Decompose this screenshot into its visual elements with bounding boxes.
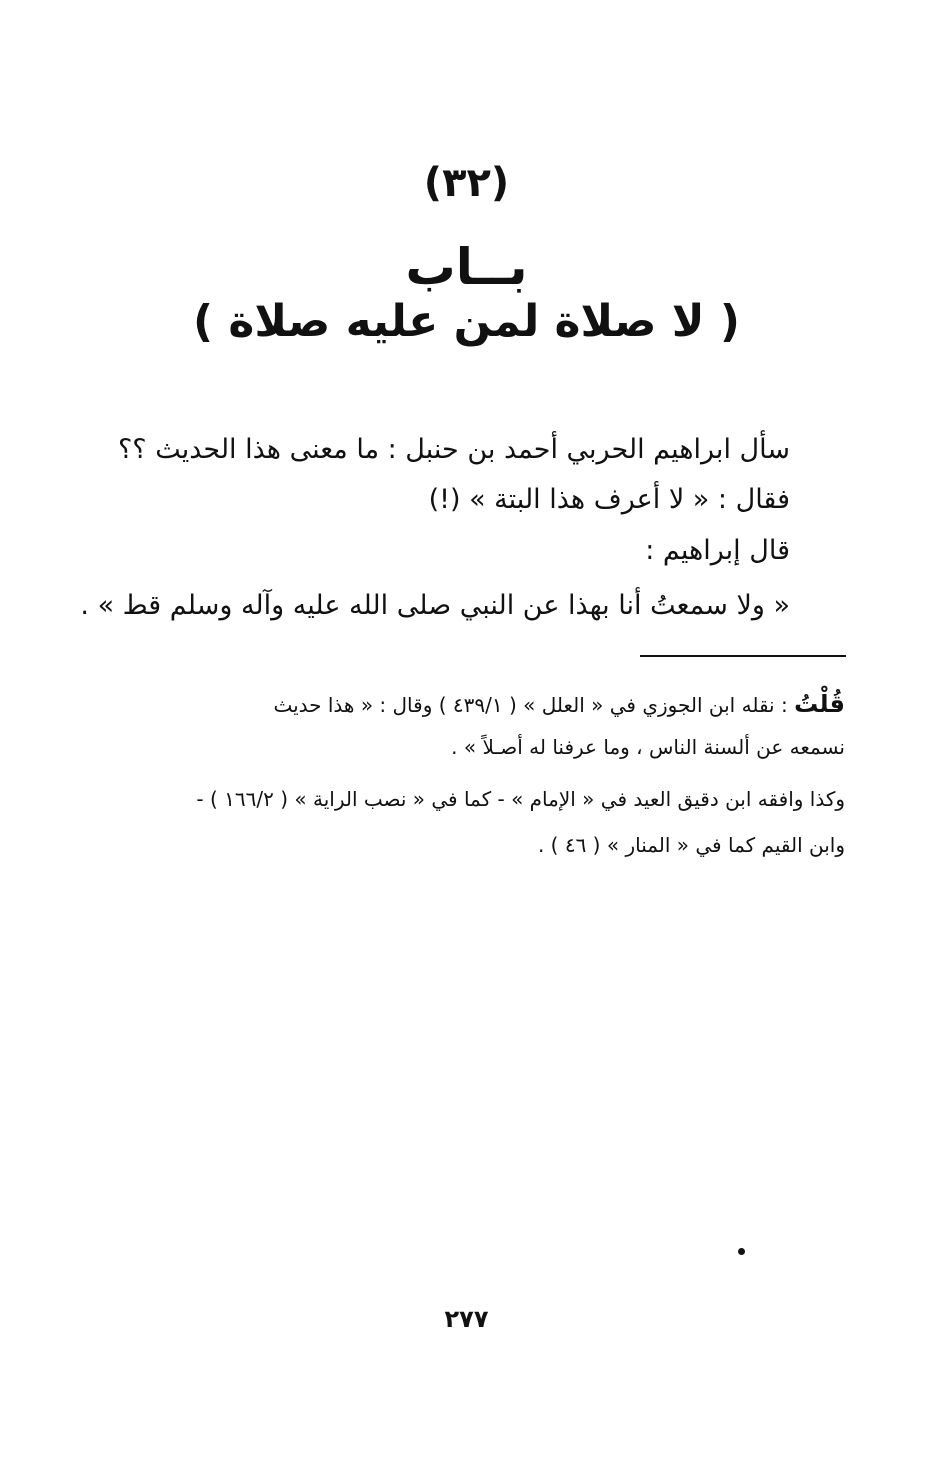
body-line-1: سأل ابراهيم الحربي أحمد بن حنبل : ما معنى هذا الحديث ؟؟ (117, 434, 790, 465)
footnote-divider (640, 655, 846, 657)
chapter-number: (٣٢) (423, 160, 510, 206)
footnote-line-4: وابن القيم كما في « المنار » ( ٤٦ ) . (537, 833, 845, 857)
body-line-3: قال إبراهيم : (645, 535, 790, 566)
footnote-line-3: وكذا وافقه ابن دقيق العيد في « الإمام » - كما في « نصب الراية » ( ١٦٦/٢ ) - (196, 787, 845, 811)
chapter-title: ( لا صلاة لمن عليه صلاة ) (193, 296, 740, 347)
ink-dot (738, 1248, 745, 1255)
footnote-line-1-text: : نقله ابن الجوزي في « العلل » ( ٤٣٩/١ ) وقال : « هذا حديث (273, 693, 795, 717)
footnote-lead: قُلْتُ (794, 690, 845, 718)
body-line-2: فقال : « لا أعرف هذا البتة » (!) (428, 484, 790, 515)
page-number: ٢٧٧ (444, 1305, 489, 1333)
footnote-line-2: نسمعه عن ألسنة الناس ، وما عرفنا له أصـلاً » . (451, 735, 845, 759)
body-line-4: « ولا سمعتُ أنا بهذا عن النبي صلى الله عليه وآله وسلم قط » . (80, 590, 790, 621)
footnote-line-1 (145, 690, 845, 718)
chapter-heading-word: بــاب (405, 238, 528, 296)
